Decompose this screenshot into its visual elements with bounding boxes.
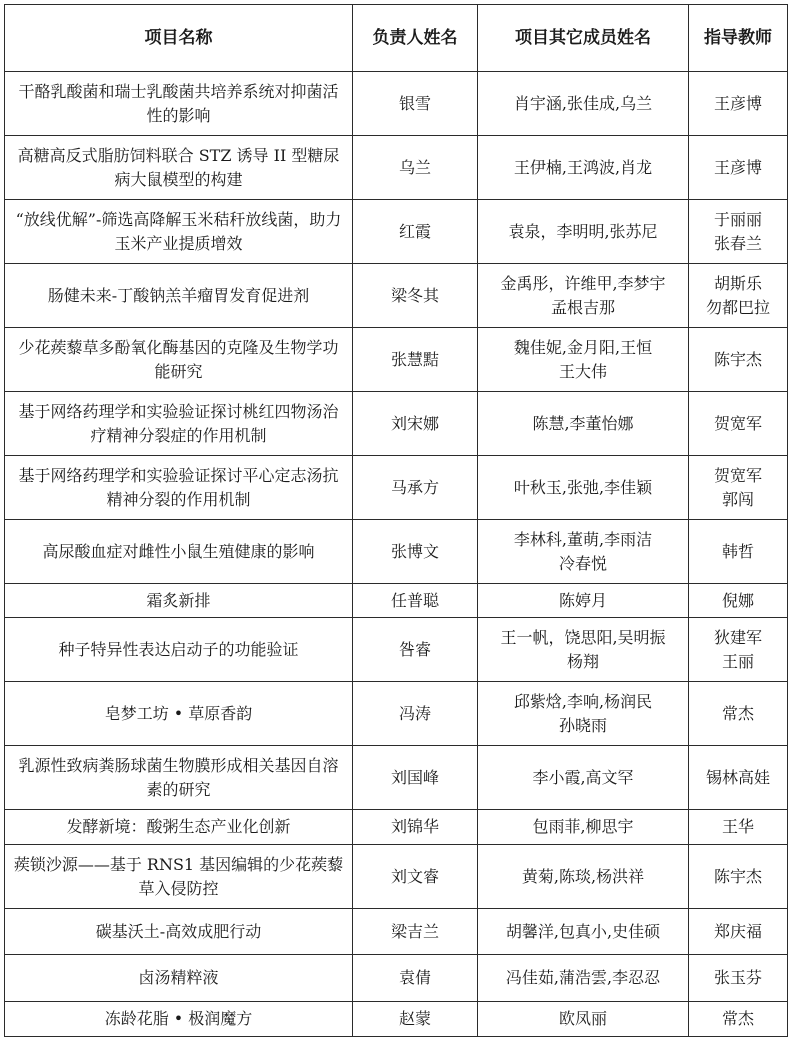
members-cell	[478, 955, 689, 1002]
advisor-line: 张春兰	[713, 233, 762, 253]
advisor-cell	[689, 328, 788, 392]
members-line: 陈婷月	[558, 590, 607, 610]
advisor-cell	[689, 682, 788, 746]
project-name-cell: 高尿酸血症对雌性小鼠生殖健康的影响	[5, 520, 353, 584]
advisor-cell	[689, 520, 788, 584]
leader-cell: 刘文睿	[353, 845, 478, 909]
members-line: 孟根吉那	[550, 297, 615, 317]
members-line: 魏佳妮,金月阳,王恒	[513, 337, 653, 357]
project-name-cell: 发酵新境：酸粥生态产业化创新	[5, 810, 353, 845]
advisor-line: 勿都巴拉	[705, 297, 770, 317]
advisor-line: 倪娜	[721, 590, 754, 610]
advisor-cell	[689, 136, 788, 200]
members-cell	[478, 810, 689, 845]
advisor-cell	[689, 72, 788, 136]
project-name-cell: 冻龄花脂 • 极润魔方	[5, 1002, 353, 1037]
members-line: 胡馨洋,包真小,史佳硕	[505, 921, 661, 941]
project-name-cell: 干酪乳酸菌和瑞士乳酸菌共培养系统对抑菌活性的影响	[5, 72, 353, 136]
project-name-cell: 霜炙新排	[5, 584, 353, 618]
table-row	[5, 955, 788, 1002]
advisor-line: 韩哲	[721, 541, 754, 561]
table-row	[5, 618, 788, 682]
leader-cell: 银雪	[353, 72, 478, 136]
members-cell	[478, 264, 689, 328]
members-line: 李小霞,高文罕	[532, 767, 634, 787]
advisor-cell	[689, 200, 788, 264]
project-name-cell: 卤汤精粹液	[5, 955, 353, 1002]
project-name-cell: 肠健未来-丁酸钠羔羊瘤胃发育促进剂	[5, 264, 353, 328]
advisor-cell	[689, 909, 788, 955]
members-line: 包雨菲,柳思宇	[532, 817, 634, 836]
project-table	[4, 4, 788, 1037]
table-row	[5, 392, 788, 456]
members-cell	[478, 136, 689, 200]
members-line: 杨翔	[566, 651, 599, 671]
table-row	[5, 909, 788, 955]
members-cell	[478, 456, 689, 520]
project-name-cell: “放线优解”-筛选高降解玉米秸秆放线菌，助力玉米产业提质增效	[5, 200, 353, 264]
members-cell	[478, 682, 689, 746]
table-header-row	[5, 5, 788, 72]
advisor-cell	[689, 584, 788, 618]
advisor-line: 胡斯乐	[713, 273, 762, 293]
table-row	[5, 72, 788, 136]
table-row	[5, 584, 788, 618]
project-name-cell: 碳基沃土-高效成肥行动	[5, 909, 353, 955]
members-cell	[478, 746, 689, 810]
advisor-line: 郭闯	[721, 489, 754, 509]
members-line: 孙晓雨	[558, 715, 607, 735]
advisor-line: 王丽	[721, 651, 754, 671]
advisor-line: 王彦博	[713, 157, 762, 177]
project-name-cell: 乳源性致病粪肠球菌生物膜形成相关基因自溶素的研究	[5, 746, 353, 810]
table-row	[5, 746, 788, 810]
table-row	[5, 456, 788, 520]
table-row	[5, 682, 788, 746]
project-name-cell: 蒺锁沙源——基于 RNS1 基因编辑的少花蒺藜草入侵防控	[5, 845, 353, 909]
project-name-cell: 皂梦工坊 • 草原香韵	[5, 682, 353, 746]
members-cell	[478, 584, 689, 618]
table-row	[5, 200, 788, 264]
members-cell	[478, 72, 689, 136]
advisor-line: 贺宽军	[713, 413, 762, 433]
members-cell	[478, 618, 689, 682]
leader-cell: 刘宋娜	[353, 392, 478, 456]
advisor-line: 常杰	[721, 703, 754, 723]
advisor-cell	[689, 392, 788, 456]
leader-cell: 梁冬其	[353, 264, 478, 328]
leader-cell: 冯涛	[353, 682, 478, 746]
members-cell	[478, 328, 689, 392]
members-line: 肖宇涵,张佳成,乌兰	[513, 93, 653, 113]
advisor-cell	[689, 955, 788, 1002]
leader-cell: 梁吉兰	[353, 909, 478, 955]
project-name-cell: 少花蒺藜草多酚氧化酶基因的克隆及生物学功能研究	[5, 328, 353, 392]
leader-cell: 张博文	[353, 520, 478, 584]
advisor-cell	[689, 618, 788, 682]
members-line: 金禹彤，许维甲,李梦宇	[500, 273, 666, 293]
header-members: 项目其它成员姓名	[478, 5, 689, 72]
advisor-cell	[689, 845, 788, 909]
members-cell	[478, 392, 689, 456]
leader-cell: 刘国峰	[353, 746, 478, 810]
advisor-cell	[689, 456, 788, 520]
table-row	[5, 1002, 788, 1037]
table-row	[5, 810, 788, 845]
leader-cell: 赵蒙	[353, 1002, 478, 1037]
leader-cell: 红霞	[353, 200, 478, 264]
members-line: 王一帆，饶思阳,吴明振	[500, 627, 666, 647]
advisor-line: 锡林高娃	[705, 767, 770, 787]
members-cell	[478, 1002, 689, 1037]
advisor-line: 于丽丽	[713, 209, 762, 229]
members-line: 李林科,董萌,李雨洁	[513, 529, 653, 549]
leader-cell: 乌兰	[353, 136, 478, 200]
leader-cell: 刘锦华	[353, 810, 478, 845]
header-advisor: 指导教师	[689, 5, 788, 72]
project-name-cell: 基于网络药理学和实验验证探讨平心定志汤抗精神分裂的作用机制	[5, 456, 353, 520]
table-row	[5, 264, 788, 328]
members-line: 王伊楠,王鸿波,肖龙	[513, 157, 653, 177]
members-line: 欧凤丽	[558, 1009, 607, 1028]
members-line: 冷春悦	[558, 553, 607, 573]
project-name-cell: 种子特异性表达启动子的功能验证	[5, 618, 353, 682]
advisor-line: 张玉芬	[713, 968, 762, 987]
members-cell	[478, 200, 689, 264]
members-line: 叶秋玉,张弛,李佳颖	[513, 477, 653, 497]
leader-cell: 马承方	[353, 456, 478, 520]
advisor-line: 陈宇杰	[713, 349, 762, 369]
members-line: 袁泉，李明明,张苏尼	[508, 221, 658, 241]
header-leader-name: 负责人姓名	[353, 5, 478, 72]
advisor-line: 王华	[721, 817, 754, 836]
table-row	[5, 328, 788, 392]
leader-cell: 任普聪	[353, 584, 478, 618]
leader-cell: 咎睿	[353, 618, 478, 682]
members-cell	[478, 520, 689, 584]
members-line: 王大伟	[558, 361, 607, 381]
advisor-line: 贺宽军	[713, 465, 762, 485]
table-row	[5, 845, 788, 909]
project-name-cell: 高糖高反式脂肪饲料联合 STZ 诱导 II 型糖尿病大鼠模型的构建	[5, 136, 353, 200]
members-cell	[478, 845, 689, 909]
members-line: 冯佳茹,蒲浩雲,李忍忍	[505, 968, 661, 987]
project-name-cell: 基于网络药理学和实验验证探讨桃红四物汤治疗精神分裂症的作用机制	[5, 392, 353, 456]
table-row	[5, 520, 788, 584]
members-line: 陈慧,李董怡娜	[532, 413, 634, 433]
advisor-cell	[689, 1002, 788, 1037]
members-cell	[478, 909, 689, 955]
advisor-line: 陈宇杰	[713, 866, 762, 886]
advisor-line: 郑庆福	[713, 921, 762, 941]
advisor-line: 狄建军	[713, 627, 762, 647]
leader-cell: 袁倩	[353, 955, 478, 1002]
table-row	[5, 136, 788, 200]
leader-cell: 张慧黠	[353, 328, 478, 392]
advisor-cell	[689, 264, 788, 328]
members-line: 黄菊,陈琰,杨洪祥	[521, 866, 645, 886]
advisor-cell	[689, 810, 788, 845]
advisor-line: 王彦博	[713, 93, 762, 113]
header-project-name: 项目名称	[5, 5, 353, 72]
advisor-line: 常杰	[721, 1009, 754, 1028]
members-line: 邱紫焓,李响,杨润民	[513, 691, 653, 711]
advisor-cell	[689, 746, 788, 810]
